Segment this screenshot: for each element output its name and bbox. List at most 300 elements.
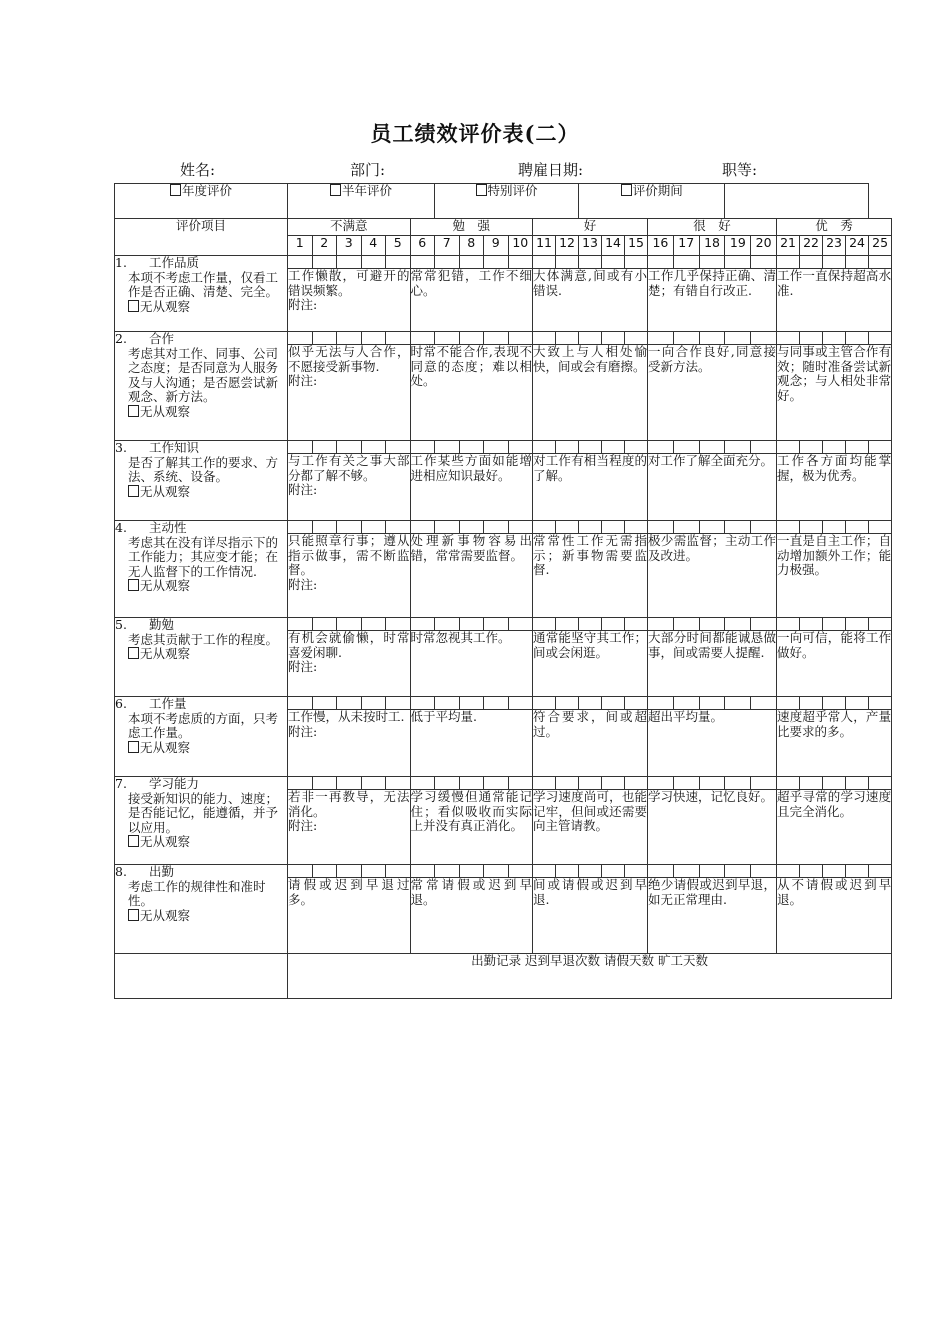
- score-box[interactable]: [459, 332, 484, 345]
- score-box[interactable]: [312, 618, 337, 631]
- score-box[interactable]: [288, 618, 313, 631]
- score-header: 23: [823, 236, 846, 256]
- score-box[interactable]: [648, 332, 674, 345]
- evaluation-item: [115, 865, 288, 954]
- level-text: 工作懒散，可避开的错误频繁。: [288, 268, 410, 298]
- score-box[interactable]: [846, 865, 869, 878]
- score-box[interactable]: [823, 256, 846, 269]
- score-box[interactable]: [869, 332, 892, 345]
- score-box[interactable]: [846, 777, 869, 790]
- score-box[interactable]: [602, 697, 625, 710]
- score-box[interactable]: [699, 618, 725, 631]
- score-box[interactable]: [410, 332, 435, 345]
- score-box[interactable]: [337, 865, 362, 878]
- score-header: 20: [751, 236, 777, 256]
- score-box[interactable]: [361, 441, 386, 454]
- score-box[interactable]: [459, 441, 484, 454]
- checkbox-icon: [621, 184, 632, 196]
- level-description: [410, 790, 533, 865]
- item-column-header: 评价项目: [115, 219, 288, 256]
- score-box[interactable]: [484, 521, 509, 534]
- score-box[interactable]: [337, 441, 362, 454]
- evaluation-item: [115, 697, 288, 777]
- score-box[interactable]: [869, 865, 892, 878]
- item-number: 8.: [115, 864, 127, 879]
- evaluation-item: [115, 332, 288, 441]
- level-text: 学习速度尚可，也能记牢，但间或还需要向主管请教。: [533, 789, 648, 833]
- score-box[interactable]: [556, 256, 579, 269]
- score-box[interactable]: [484, 697, 509, 710]
- score-header: 6: [410, 236, 435, 256]
- score-box[interactable]: [648, 441, 674, 454]
- score-box[interactable]: [602, 332, 625, 345]
- score-box[interactable]: [386, 256, 411, 269]
- score-box[interactable]: [777, 332, 800, 345]
- score-box[interactable]: [288, 521, 313, 534]
- score-box[interactable]: [823, 332, 846, 345]
- score-box[interactable]: [673, 865, 699, 878]
- score-box[interactable]: [777, 865, 800, 878]
- score-box[interactable]: [312, 441, 337, 454]
- note-label: 附注:: [288, 818, 318, 833]
- score-box[interactable]: [579, 865, 602, 878]
- level-good: 好: [533, 219, 648, 236]
- score-box[interactable]: [800, 256, 823, 269]
- level-description: [410, 534, 533, 618]
- name-label: 姓名:: [180, 161, 216, 179]
- level-description: [288, 790, 411, 865]
- level-description: [410, 269, 533, 332]
- score-box[interactable]: [725, 332, 751, 345]
- level-text: 符合要求，间或超过。: [533, 709, 648, 739]
- score-box[interactable]: [800, 777, 823, 790]
- score-box[interactable]: [625, 865, 648, 878]
- score-box[interactable]: [869, 441, 892, 454]
- score-box[interactable]: [533, 256, 556, 269]
- score-box[interactable]: [823, 777, 846, 790]
- level-text: 学习快速，记忆良好。: [648, 789, 774, 804]
- score-header: 11: [533, 236, 556, 256]
- score-box[interactable]: [823, 521, 846, 534]
- score-box[interactable]: [435, 256, 460, 269]
- score-box[interactable]: [579, 618, 602, 631]
- score-box[interactable]: [725, 256, 751, 269]
- score-box[interactable]: [508, 618, 533, 631]
- score-box[interactable]: [484, 256, 509, 269]
- score-box[interactable]: [725, 441, 751, 454]
- score-box[interactable]: [777, 618, 800, 631]
- level-text: 超出平均量。: [648, 709, 724, 724]
- score-box[interactable]: [556, 697, 579, 710]
- item-name: 合作: [149, 331, 175, 346]
- score-box[interactable]: [288, 777, 313, 790]
- score-box[interactable]: [648, 521, 674, 534]
- score-box[interactable]: [673, 441, 699, 454]
- level-text: 对工作了解全面充分。: [648, 453, 774, 468]
- score-box[interactable]: [777, 777, 800, 790]
- level-description: [533, 269, 648, 332]
- item-number: 2.: [115, 331, 127, 346]
- level-text: 常常性工作无需指示；新事物需要监督.: [533, 533, 648, 577]
- score-box[interactable]: [288, 256, 313, 269]
- level-description: [777, 454, 892, 521]
- level-description: [648, 269, 777, 332]
- score-box[interactable]: [869, 697, 892, 710]
- score-box[interactable]: [484, 332, 509, 345]
- score-box[interactable]: [625, 332, 648, 345]
- department-label: 部门:: [350, 161, 386, 179]
- score-header: 4: [361, 236, 386, 256]
- score-box[interactable]: [484, 441, 509, 454]
- score-box[interactable]: [846, 618, 869, 631]
- score-box[interactable]: [459, 256, 484, 269]
- score-box[interactable]: [673, 777, 699, 790]
- score-box[interactable]: [435, 777, 460, 790]
- score-box[interactable]: [751, 777, 777, 790]
- score-box[interactable]: [410, 777, 435, 790]
- score-box[interactable]: [800, 441, 823, 454]
- score-box[interactable]: [435, 697, 460, 710]
- score-box[interactable]: [361, 256, 386, 269]
- score-box[interactable]: [602, 777, 625, 790]
- level-description: [648, 631, 777, 697]
- level-reluctant: 勉 强: [410, 219, 533, 236]
- score-box[interactable]: [361, 777, 386, 790]
- level-description: [533, 710, 648, 777]
- rank-label: 职等:: [722, 161, 758, 179]
- score-box[interactable]: [386, 618, 411, 631]
- score-box[interactable]: [725, 618, 751, 631]
- score-box[interactable]: [648, 256, 674, 269]
- level-text: 速度超乎常人，产量比要求的多。: [777, 709, 892, 739]
- score-box[interactable]: [533, 618, 556, 631]
- checkbox-icon: [128, 835, 139, 847]
- score-box[interactable]: [459, 865, 484, 878]
- score-box[interactable]: [361, 618, 386, 631]
- level-text: 与同事或主管合作有效；随时准备尝试新观念；与人相处非常好。: [777, 344, 892, 403]
- score-box[interactable]: [699, 777, 725, 790]
- score-box[interactable]: [823, 618, 846, 631]
- score-box[interactable]: [699, 697, 725, 710]
- score-box[interactable]: [579, 777, 602, 790]
- level-description: [648, 878, 777, 954]
- level-description: [648, 790, 777, 865]
- score-box[interactable]: [386, 777, 411, 790]
- period-special[interactable]: 特别评价: [435, 184, 579, 219]
- score-box[interactable]: [556, 777, 579, 790]
- level-description: [533, 790, 648, 865]
- score-box[interactable]: [312, 256, 337, 269]
- score-box[interactable]: [602, 521, 625, 534]
- score-box[interactable]: [673, 521, 699, 534]
- score-box[interactable]: [556, 441, 579, 454]
- score-box[interactable]: [361, 521, 386, 534]
- score-box[interactable]: [625, 618, 648, 631]
- score-box[interactable]: [484, 777, 509, 790]
- score-header: 18: [699, 236, 725, 256]
- score-box[interactable]: [508, 521, 533, 534]
- no-observation-option[interactable]: [115, 909, 287, 924]
- score-box[interactable]: [579, 697, 602, 710]
- score-box[interactable]: [777, 521, 800, 534]
- score-box[interactable]: [579, 256, 602, 269]
- score-box[interactable]: [699, 256, 725, 269]
- score-box[interactable]: [459, 697, 484, 710]
- level-description: [533, 534, 648, 618]
- score-box[interactable]: [484, 865, 509, 878]
- score-box[interactable]: [800, 865, 823, 878]
- no-observation-label: 无从观察: [140, 739, 191, 755]
- level-description: [777, 878, 892, 954]
- checkbox-icon: [128, 579, 139, 591]
- score-box[interactable]: [508, 441, 533, 454]
- score-header: 1: [288, 236, 313, 256]
- score-box[interactable]: [337, 332, 362, 345]
- level-text: 低于平均量.: [410, 709, 477, 724]
- item-title: [115, 521, 287, 536]
- checkbox-icon: [128, 300, 139, 312]
- score-box[interactable]: [288, 441, 313, 454]
- score-box[interactable]: [602, 865, 625, 878]
- score-box[interactable]: [602, 618, 625, 631]
- item-number: 3.: [115, 440, 127, 455]
- score-box[interactable]: [533, 521, 556, 534]
- item-description: 本项不考虑工作量，仅看工作是否正确、清楚、完全。: [128, 269, 279, 299]
- score-box[interactable]: [823, 865, 846, 878]
- score-box[interactable]: [556, 865, 579, 878]
- score-box[interactable]: [410, 618, 435, 631]
- score-box[interactable]: [846, 521, 869, 534]
- period-evaluation-period[interactable]: 评价期间: [579, 184, 725, 219]
- score-box[interactable]: [846, 332, 869, 345]
- level-very-good: 很 好: [648, 219, 777, 236]
- score-box[interactable]: [800, 521, 823, 534]
- level-text: 大体满意,间或有小错误.: [533, 268, 648, 298]
- score-box[interactable]: [337, 256, 362, 269]
- score-header: 3: [337, 236, 362, 256]
- score-box[interactable]: [410, 865, 435, 878]
- score-box[interactable]: [823, 697, 846, 710]
- level-text: 大部分时间都能诚恳做事，间或需要人提醒.: [648, 630, 777, 660]
- score-box[interactable]: [725, 521, 751, 534]
- score-header: 25: [869, 236, 892, 256]
- score-box[interactable]: [579, 521, 602, 534]
- no-observation-option[interactable]: [115, 300, 287, 315]
- page-title: 员工绩效评价表(二）: [370, 121, 580, 146]
- level-text: 绝少请假或迟到早退，如无正常理由.: [648, 877, 777, 907]
- score-box[interactable]: [625, 521, 648, 534]
- score-box[interactable]: [846, 256, 869, 269]
- score-box[interactable]: [533, 865, 556, 878]
- score-box[interactable]: [556, 521, 579, 534]
- score-box[interactable]: [699, 521, 725, 534]
- score-box[interactable]: [533, 697, 556, 710]
- score-box[interactable]: [533, 332, 556, 345]
- level-text: 从不请假或迟到早退。: [777, 877, 892, 907]
- score-box[interactable]: [648, 697, 674, 710]
- level-text: 通常能坚守其工作；间或会闲逛。: [533, 630, 648, 660]
- score-box[interactable]: [751, 521, 777, 534]
- score-box[interactable]: [410, 697, 435, 710]
- period-half-year[interactable]: 半年评价: [288, 184, 435, 219]
- score-box[interactable]: [410, 441, 435, 454]
- score-box[interactable]: [484, 618, 509, 631]
- score-box[interactable]: [386, 865, 411, 878]
- score-box[interactable]: [823, 441, 846, 454]
- score-box[interactable]: [386, 441, 411, 454]
- score-box[interactable]: [777, 697, 800, 710]
- score-box[interactable]: [751, 441, 777, 454]
- score-box[interactable]: [556, 332, 579, 345]
- level-text: 与工作有关之事大部分都了解不够。: [288, 453, 410, 483]
- score-box[interactable]: [459, 521, 484, 534]
- level-description: [777, 345, 892, 441]
- no-observation-option[interactable]: [115, 485, 287, 500]
- level-description: [533, 631, 648, 697]
- score-box[interactable]: [625, 441, 648, 454]
- score-box[interactable]: [312, 777, 337, 790]
- score-box[interactable]: [673, 332, 699, 345]
- score-box[interactable]: [386, 697, 411, 710]
- score-box[interactable]: [869, 521, 892, 534]
- score-header: 21: [777, 236, 800, 256]
- score-box[interactable]: [410, 256, 435, 269]
- level-description: [410, 710, 533, 777]
- level-text: 时常忽视其工作。: [410, 630, 511, 645]
- score-box[interactable]: [508, 332, 533, 345]
- score-box[interactable]: [312, 697, 337, 710]
- score-box[interactable]: [869, 777, 892, 790]
- score-box[interactable]: [777, 441, 800, 454]
- hire-date-label: 聘雇日期:: [518, 161, 584, 179]
- score-box[interactable]: [751, 697, 777, 710]
- score-box[interactable]: [800, 618, 823, 631]
- score-box[interactable]: [625, 697, 648, 710]
- level-text: 间或请假或迟到早退.: [533, 877, 648, 907]
- score-box[interactable]: [288, 865, 313, 878]
- score-box[interactable]: [699, 441, 725, 454]
- score-box[interactable]: [673, 618, 699, 631]
- no-observation-option[interactable]: [115, 405, 287, 420]
- score-box[interactable]: [533, 777, 556, 790]
- score-header: 13: [579, 236, 602, 256]
- score-box[interactable]: [337, 697, 362, 710]
- period-annual[interactable]: 年度评价: [115, 184, 288, 219]
- score-box[interactable]: [386, 521, 411, 534]
- score-box[interactable]: [435, 865, 460, 878]
- score-box[interactable]: [625, 256, 648, 269]
- no-observation-option[interactable]: [115, 579, 287, 594]
- score-box[interactable]: [648, 777, 674, 790]
- score-box[interactable]: [435, 441, 460, 454]
- score-box[interactable]: [846, 697, 869, 710]
- score-box[interactable]: [435, 332, 460, 345]
- note-label: 附注:: [288, 297, 318, 312]
- note-label: 附注:: [288, 482, 318, 497]
- score-box[interactable]: [435, 618, 460, 631]
- score-box[interactable]: [800, 332, 823, 345]
- score-box[interactable]: [699, 332, 725, 345]
- score-box[interactable]: [648, 618, 674, 631]
- score-box[interactable]: [625, 777, 648, 790]
- score-box[interactable]: [508, 697, 533, 710]
- no-observation-option[interactable]: [115, 741, 287, 756]
- score-box[interactable]: [751, 332, 777, 345]
- score-box[interactable]: [312, 332, 337, 345]
- level-description: [533, 454, 648, 521]
- score-box[interactable]: [602, 256, 625, 269]
- score-box[interactable]: [869, 256, 892, 269]
- score-box[interactable]: [800, 697, 823, 710]
- score-box[interactable]: [459, 618, 484, 631]
- level-text: 大致上与人相处愉快，间或会有磨擦。: [533, 344, 648, 374]
- score-box[interactable]: [312, 521, 337, 534]
- level-text: 工作几乎保持正确、清楚；有错自行改正.: [648, 268, 777, 298]
- score-box[interactable]: [777, 256, 800, 269]
- score-box[interactable]: [673, 697, 699, 710]
- score-box[interactable]: [846, 441, 869, 454]
- level-text: 有机会就偷懒，时常喜爱闲聊.: [288, 630, 410, 660]
- score-box[interactable]: [869, 618, 892, 631]
- score-box[interactable]: [579, 332, 602, 345]
- evaluation-item: [115, 777, 288, 865]
- score-box[interactable]: [288, 697, 313, 710]
- score-box[interactable]: [673, 256, 699, 269]
- score-box[interactable]: [533, 441, 556, 454]
- score-box[interactable]: [459, 777, 484, 790]
- score-box[interactable]: [312, 865, 337, 878]
- score-box[interactable]: [602, 441, 625, 454]
- level-text: 学习缓慢但通常能记住；看似吸收而实际上并没有真正消化。: [410, 789, 533, 833]
- score-box[interactable]: [508, 777, 533, 790]
- score-box[interactable]: [751, 256, 777, 269]
- item-name: 工作量: [149, 696, 187, 711]
- score-box[interactable]: [648, 865, 674, 878]
- score-box[interactable]: [435, 521, 460, 534]
- score-box[interactable]: [337, 777, 362, 790]
- checkbox-icon: [128, 741, 139, 753]
- score-box[interactable]: [410, 521, 435, 534]
- score-box[interactable]: [556, 618, 579, 631]
- score-box[interactable]: [361, 332, 386, 345]
- level-text: 工作慢，从未按时工.: [288, 709, 405, 724]
- no-observation-option[interactable]: [115, 835, 287, 850]
- level-description: [288, 534, 411, 618]
- score-box[interactable]: [725, 865, 751, 878]
- level-description: [777, 269, 892, 332]
- score-box[interactable]: [751, 865, 777, 878]
- score-box[interactable]: [725, 697, 751, 710]
- score-box[interactable]: [337, 618, 362, 631]
- score-box[interactable]: [361, 697, 386, 710]
- score-box[interactable]: [699, 865, 725, 878]
- score-box[interactable]: [751, 618, 777, 631]
- score-box[interactable]: [508, 256, 533, 269]
- score-box[interactable]: [579, 441, 602, 454]
- score-box[interactable]: [508, 865, 533, 878]
- score-box[interactable]: [725, 777, 751, 790]
- level-description: [410, 454, 533, 521]
- no-observation-option[interactable]: [115, 647, 287, 662]
- score-box[interactable]: [361, 865, 386, 878]
- score-box[interactable]: [337, 521, 362, 534]
- level-text: 请假或迟到早退过多。: [288, 877, 410, 907]
- score-box[interactable]: [386, 332, 411, 345]
- score-box[interactable]: [288, 332, 313, 345]
- item-description: 考虑工作的规律性和准时性。: [128, 878, 266, 908]
- period-blank[interactable]: [725, 184, 869, 219]
- level-text: 一直是自主工作；自动增加额外工作；能力极强。: [777, 533, 892, 577]
